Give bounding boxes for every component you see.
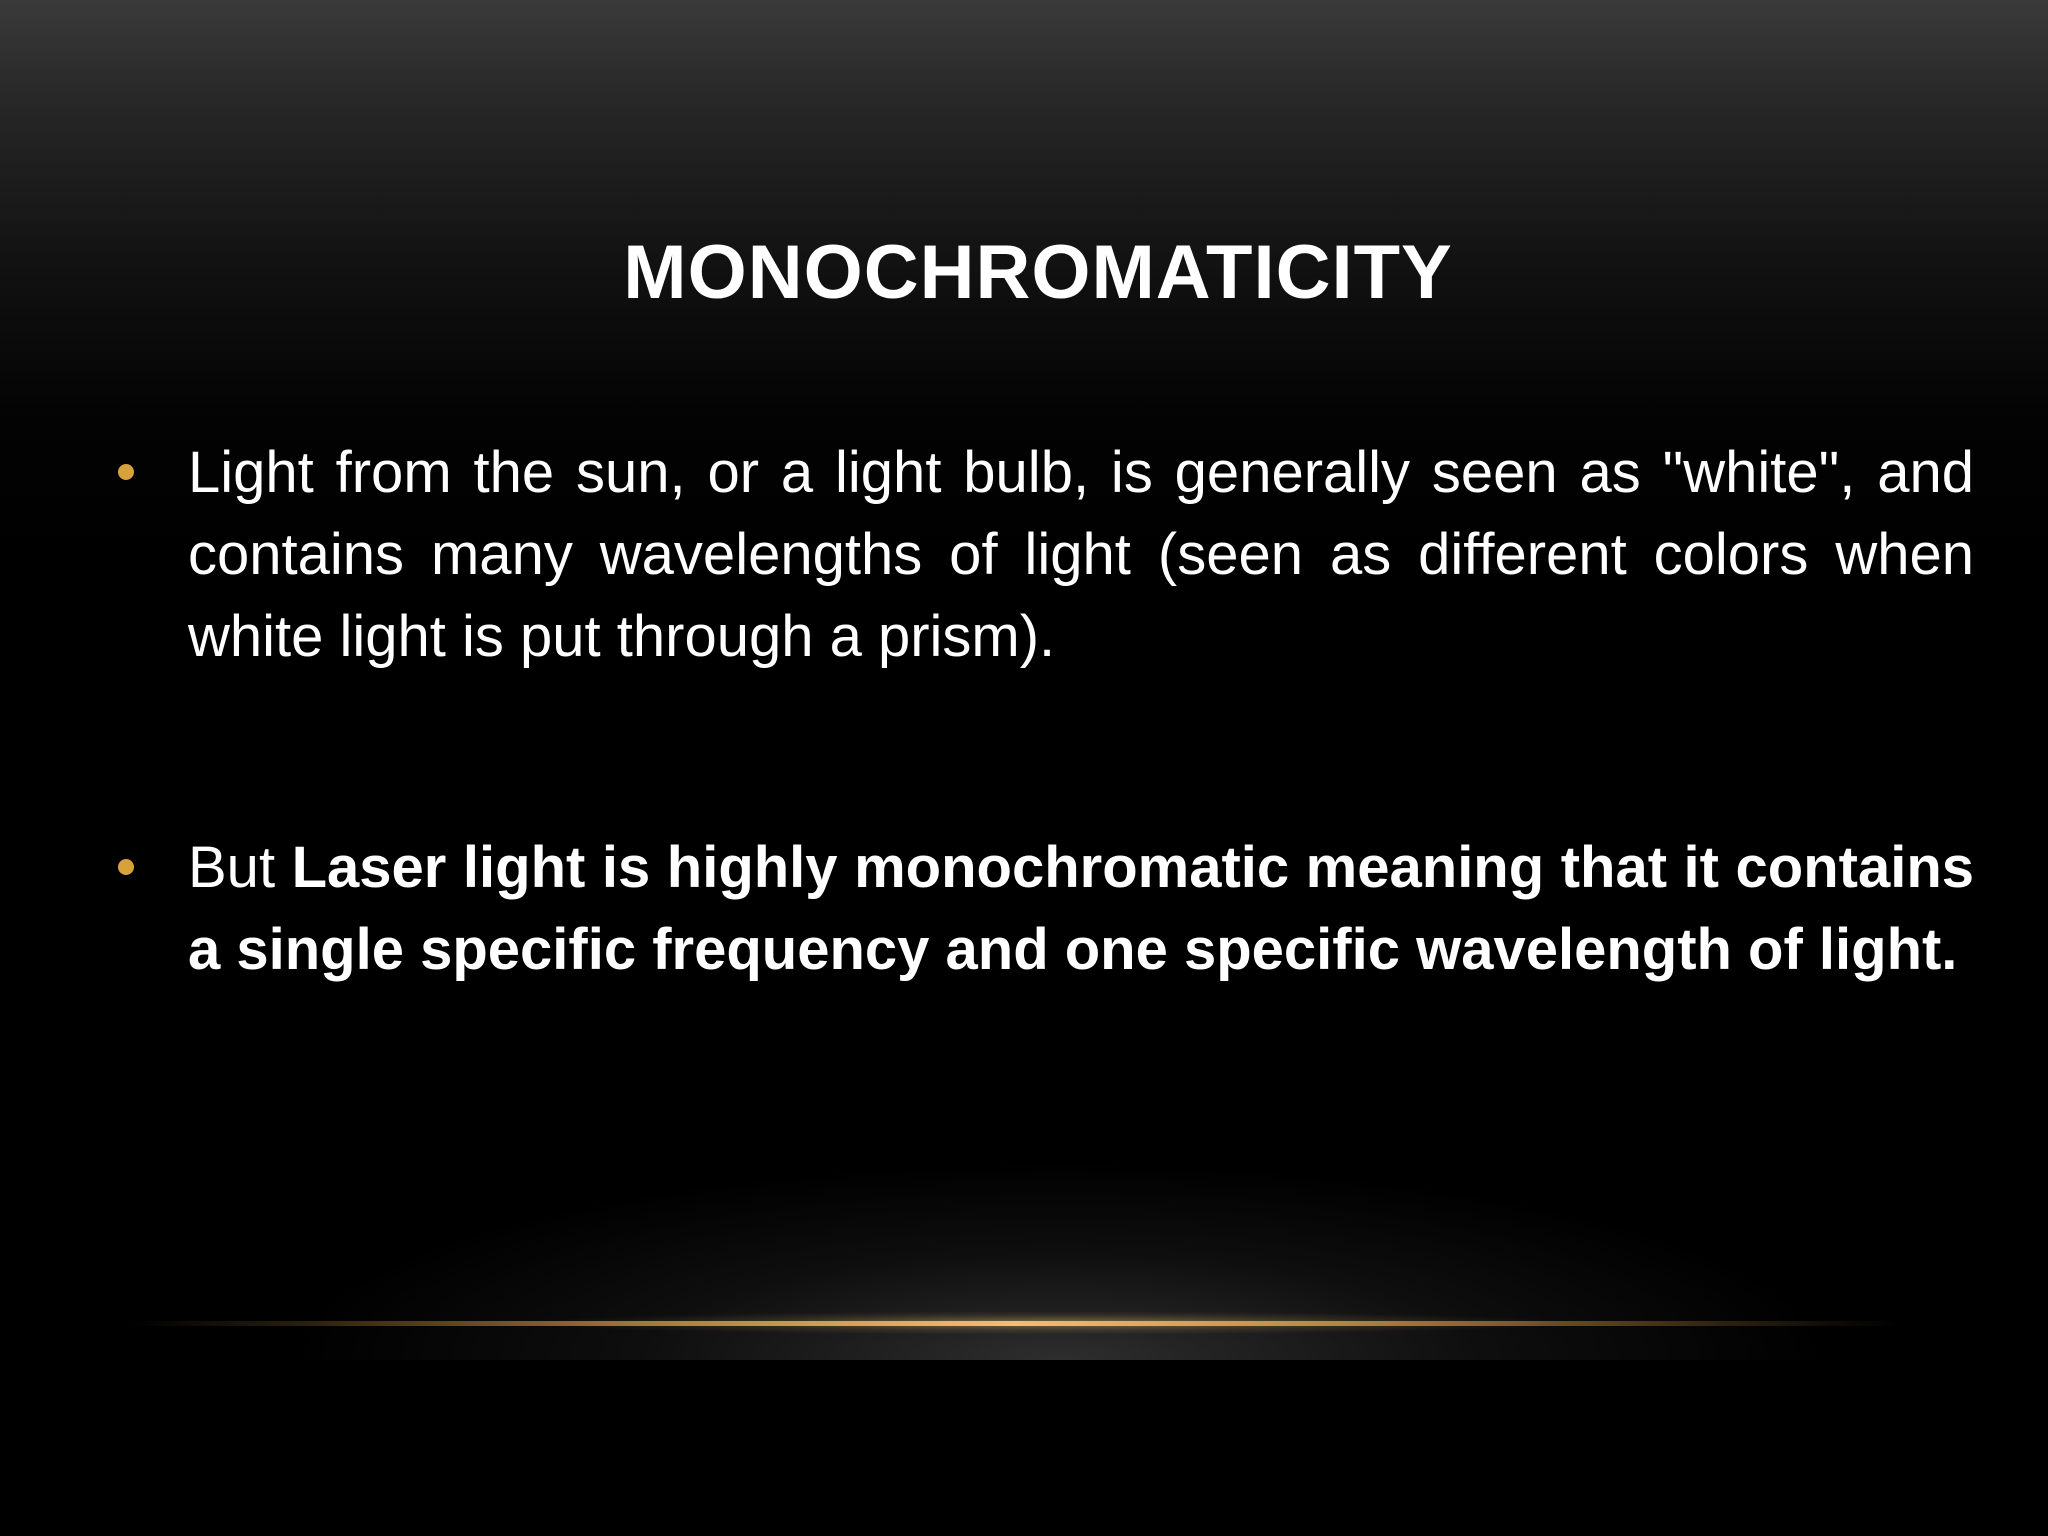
bullet-text: Light from the sun, or a light bulb, is generally seen as "white", and contains many wavelengths of light (seen as different colors when white light is put through a prism).	[188, 440, 1974, 669]
bullet-item-laser-light	[188, 827, 1974, 991]
decorative-horizon-line	[130, 1321, 1900, 1326]
bullet-bold-text: Laser light is highly monochromatic meaning that it contains a single specific frequency and one specific wavelength of light.	[188, 835, 1975, 982]
slide-title: MONOCHROMATICITY	[623, 229, 1453, 315]
bullet-dot-icon	[118, 859, 134, 875]
bullet-item-white-light	[188, 432, 1974, 678]
bullet-dot-icon	[118, 464, 134, 480]
bullet-list	[188, 432, 1974, 991]
bullet-prefix-text: But	[188, 835, 292, 900]
